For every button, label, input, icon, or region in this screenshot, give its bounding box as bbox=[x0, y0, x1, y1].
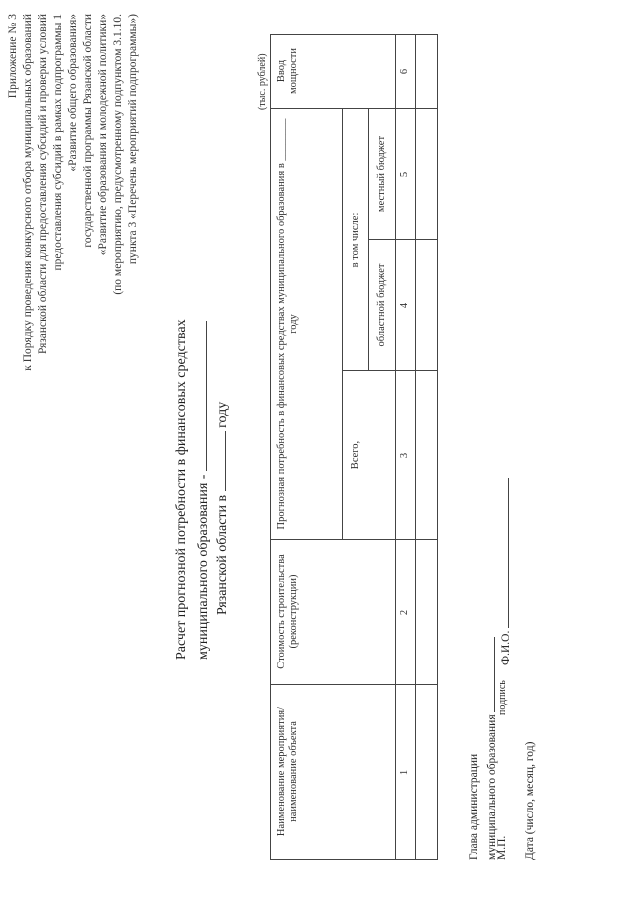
header-regional: областной бюджет bbox=[376, 263, 387, 347]
col-number-4: 4 bbox=[399, 302, 410, 309]
appendix-line-3: предоставления субсидий в рамках подпрограммы 1 bbox=[52, 14, 64, 271]
appendix-line-7: (по мероприятию, предусмотренному подпунктом 3.1.10. bbox=[112, 14, 124, 295]
title-line-3-suffix: году bbox=[215, 401, 230, 428]
need-subheader-line bbox=[342, 109, 343, 540]
table-border-right bbox=[270, 34, 438, 35]
appendix-line-5: государственной программы Рязанской области bbox=[82, 14, 94, 248]
head-title-2 bbox=[482, 637, 498, 860]
col-number-3: 3 bbox=[399, 452, 410, 459]
title-line-3 bbox=[213, 402, 231, 615]
appendix-line-8: пункта 3 «Перечень мероприятий подпрограммы») bbox=[127, 14, 139, 265]
fio-blank bbox=[496, 478, 509, 628]
header-need: Прогнозная потребность в финансовых средствах муниципального образования в ________ году bbox=[276, 118, 299, 530]
year-blank bbox=[213, 431, 226, 491]
table-border-bottom bbox=[437, 34, 438, 860]
col-number-1: 1 bbox=[399, 769, 410, 776]
appendix-line-4: «Развитие общего образования» bbox=[67, 14, 79, 172]
header-bottom-line bbox=[395, 34, 396, 860]
fio-label: Ф.И.О. bbox=[500, 630, 512, 665]
title-line-2 bbox=[194, 321, 212, 660]
title-line-2-text: муниципального образования - bbox=[196, 474, 211, 660]
table-border-top bbox=[270, 34, 271, 860]
appendix-line-2: Рязанской области для предоставления субсидий и проверки условий bbox=[37, 14, 49, 355]
col-divider-1 bbox=[270, 684, 438, 685]
fio-row bbox=[496, 478, 512, 665]
col-divider-3 bbox=[342, 370, 438, 371]
municipality-blank bbox=[194, 321, 207, 471]
header-capacity: Ввод мощности bbox=[276, 48, 299, 94]
appendix-line-1: к Порядку проведения конкурсного отбора муниципальных образований bbox=[22, 14, 34, 371]
header-name: Наименование мероприятия/ наименование объекта bbox=[276, 706, 299, 837]
units-label: (тыс. рублей) bbox=[257, 53, 268, 110]
signature-label: подпись bbox=[497, 680, 508, 715]
date-label: Дата (число, месяц, год) bbox=[524, 741, 536, 860]
col-number-6: 6 bbox=[399, 68, 410, 75]
appendix-line-6: «Развитие образования и молодежной политики» bbox=[97, 14, 109, 256]
col-divider-2 bbox=[270, 539, 438, 540]
col-number-5: 5 bbox=[399, 171, 410, 178]
stamp-label: М.П. bbox=[496, 835, 508, 860]
incl-subheader-line bbox=[368, 109, 369, 371]
title-line-1: Расчет прогнозной потребности в финансовых средствах bbox=[174, 319, 189, 660]
table-border-left bbox=[270, 859, 438, 860]
col-number-2: 2 bbox=[399, 609, 410, 616]
appendix-number: Приложение № 3 bbox=[7, 14, 19, 99]
signature-blank bbox=[482, 637, 495, 712]
report-table bbox=[270, 34, 438, 860]
header-incl: в том числе: bbox=[350, 212, 361, 268]
header-total: Всего, bbox=[350, 440, 361, 470]
head-title-1: Глава администрации bbox=[468, 753, 480, 860]
head-title-2-text: муниципального образования bbox=[486, 714, 498, 860]
header-cost: Стоимость строительства (реконструкции) bbox=[276, 554, 299, 669]
col-divider-5 bbox=[270, 108, 438, 109]
title-line-3-prefix: Рязанской области в bbox=[215, 494, 230, 615]
numbers-bottom-line bbox=[415, 34, 416, 860]
header-local: местный бюджет bbox=[376, 135, 387, 213]
